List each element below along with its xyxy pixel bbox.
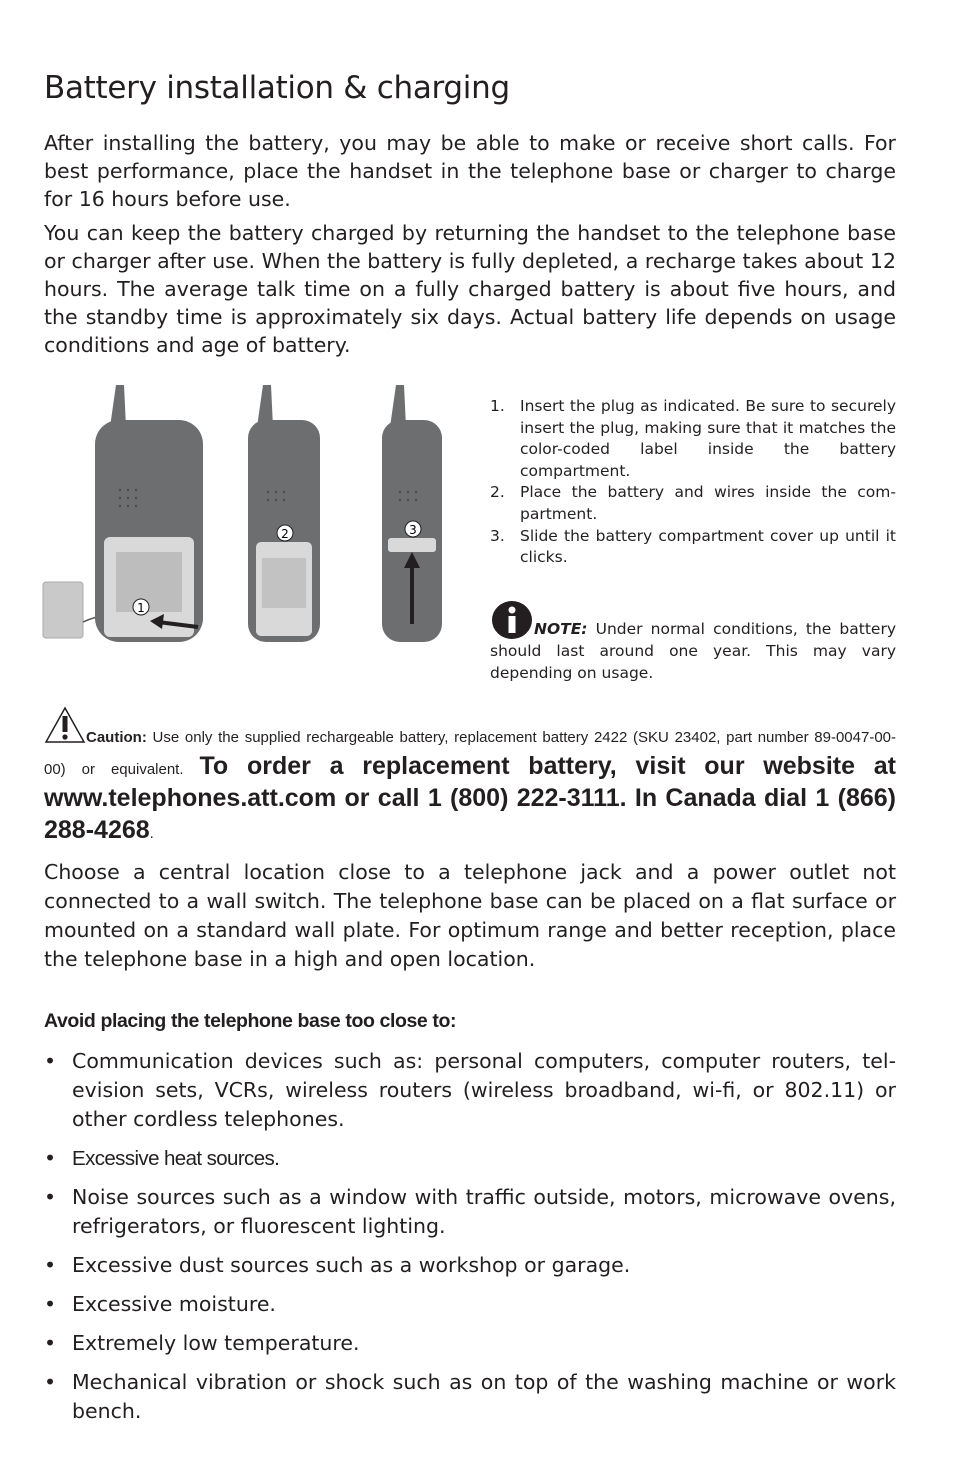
note-label: NOTE:: [534, 620, 588, 638]
list-item: • Extremely low temperature.: [44, 1331, 360, 1355]
warning-icon: [44, 706, 86, 744]
handset-cover-closed-illustration: [382, 385, 442, 642]
handset-open-illustration: [95, 385, 203, 642]
list-item: • Excessive dust sources such as a workshop or garage.: [44, 1253, 631, 1277]
avoid-list: [44, 1047, 896, 1436]
callout-label: 2: [281, 527, 289, 541]
intro-paragraph: After installing the battery, you may be able to make or receive short calls. For best performance, place the handset in the telephone base or charger to charge for 16 hours before use.: [44, 131, 896, 211]
installation-steps: [490, 396, 896, 569]
note-text: Under normal conditions, the battery should last around one year. This may vary depending on usage.: [490, 620, 896, 682]
caution-label: Caution:: [86, 729, 147, 746]
caution-end: .: [149, 825, 154, 842]
caution-text: Use only the supplied rechargeable battery, replacement battery 2422 (SKU 23402, part number 89-0047-00-00) or equivalent.: [44, 729, 896, 778]
step-item: 2. Place the battery and wires inside the compartment.: [490, 483, 896, 523]
note-box: [490, 600, 896, 684]
list-item: • Noise sources such as a window with traffic outside, motors, microwave ovens, refrigerators, or fluorescent lighting.: [44, 1185, 896, 1238]
list-item: • Excessive moisture.: [44, 1292, 276, 1316]
page-title: Battery installation & charging: [44, 70, 510, 106]
callout-label: 1: [137, 601, 145, 615]
step-item: 1. Insert the plug as indicated. Be sure to securely insert the plug, making sure that it matches the color-coded label inside the battery compartment.: [490, 397, 896, 480]
avoid-heading: Avoid placing the telephone base too close to:: [44, 1010, 457, 1032]
list-item: • Communication devices such as: personal computers, computer routers, television sets, VCRs, wireless routers (wireless broadband, wi-fi, or 802.11) or other cordless telephones.: [44, 1049, 896, 1131]
charging-paragraph: You can keep the battery charged by returning the handset to the telephone base or charger after use. When the battery is fully depleted, a recharge takes about 12 hours. The average talk time on a fully charged battery is about five hours, and the standby time is approximately six days. Actual battery life depends on usage conditions and age of battery.: [44, 221, 896, 357]
list-item: • Mechanical vibration or shock such as on top of the washing machine or work bench.: [44, 1370, 896, 1423]
handset-battery-inserted-illustration: [248, 385, 320, 642]
battery-installation-figure: [40, 382, 470, 652]
callout-label: 3: [409, 523, 417, 537]
list-item: • Excessive heat sources.: [44, 1146, 280, 1170]
step-item: 3. Slide the battery compartment cover up until it clicks.: [490, 526, 896, 567]
caution-box: [44, 706, 896, 848]
order-info: To order a replacement battery, visit our website at www.telephones.att.com or call 1 (800) 222-3111. In Canada dial 1 (866) 288-4268: [44, 752, 896, 844]
info-icon: [490, 600, 534, 640]
location-paragraph: Choose a central location close to a telephone jack and a power outlet not connected to a wall switch. The telephone base can be placed on a flat surface or mounted on a standard wall plate. For optimum range and better reception, place the telephone base in a high and open location.: [44, 860, 896, 971]
